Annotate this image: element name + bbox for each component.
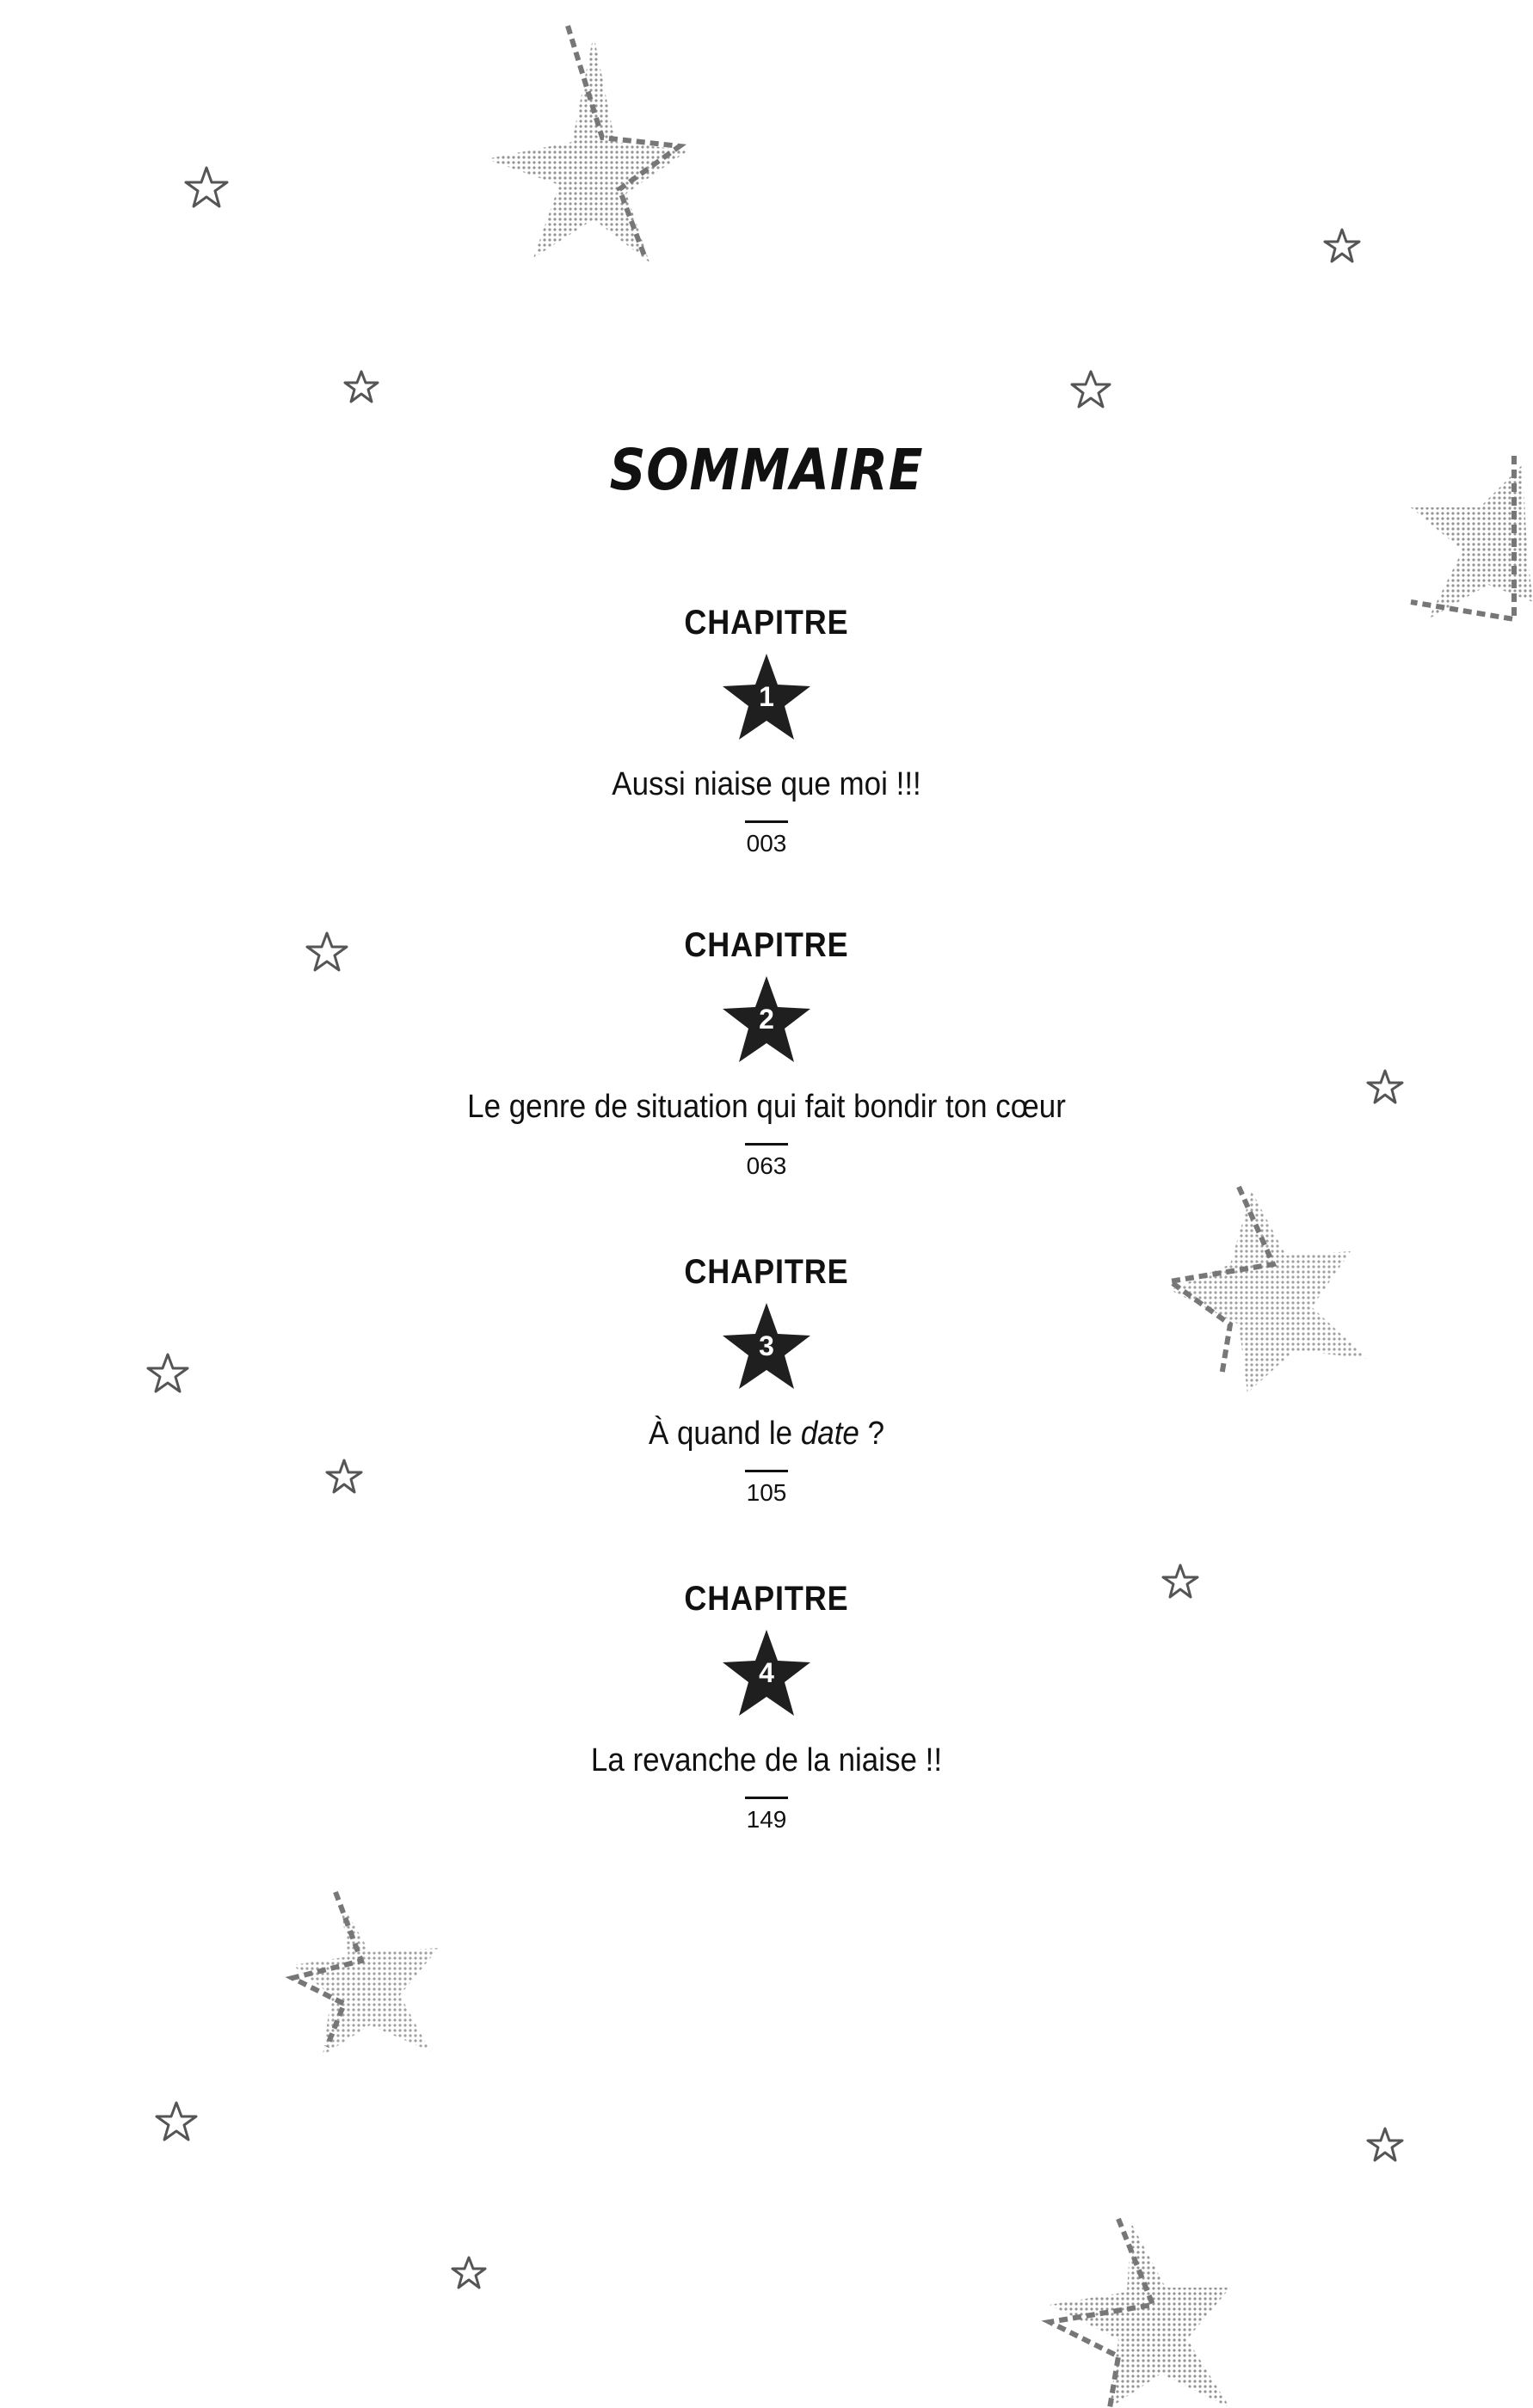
chapter-entry-2 xyxy=(0,924,1533,1180)
chapter-label: CHAPITRE xyxy=(684,1253,849,1291)
chapter-number: 1 xyxy=(759,681,774,712)
chapter-divider xyxy=(745,1470,788,1472)
chapter-number: 3 xyxy=(759,1330,774,1361)
chapter-title: La revanche de la niaise !! xyxy=(590,1742,943,1778)
chapter-divider xyxy=(745,1143,788,1146)
small-star-3 xyxy=(345,372,378,402)
chapter-title-end: ? xyxy=(859,1416,885,1452)
chapter-number: 4 xyxy=(759,1657,774,1688)
chapter-entry-1 xyxy=(0,602,1533,857)
chapter-title xyxy=(61,1413,1471,1454)
chapter-star-badge xyxy=(719,974,814,1067)
chapter-title: Le genre de situation qui fait bondir ton cœur xyxy=(467,1089,1066,1125)
chapter-page-number: 149 xyxy=(746,1806,787,1833)
chapter-entry-3 xyxy=(0,1251,1533,1507)
chapter-star-badge xyxy=(719,1301,814,1394)
chapter-page-number: 105 xyxy=(746,1479,787,1506)
sketch-star-lower-left xyxy=(292,1892,439,2055)
small-star-4 xyxy=(1072,372,1110,407)
chapter-star-badge xyxy=(719,652,814,745)
chapter-label: CHAPITRE xyxy=(684,1580,849,1618)
chapter-title-italic: date xyxy=(800,1416,859,1452)
chapter-page-number: 003 xyxy=(746,830,787,857)
small-star-11 xyxy=(1368,2128,1402,2160)
chapter-divider xyxy=(745,820,788,823)
small-star-12 xyxy=(453,2258,485,2288)
small-star-1 xyxy=(186,168,227,206)
chapter-title: Aussi niaise que moi !!! xyxy=(612,766,921,802)
chapter-page-number: 063 xyxy=(746,1152,787,1179)
chapter-entry-4 xyxy=(0,1578,1533,1834)
chapter-star-badge xyxy=(719,1628,814,1721)
chapter-title-start: À quand le xyxy=(648,1416,801,1452)
small-star-10 xyxy=(157,2103,196,2140)
chapter-label: CHAPITRE xyxy=(684,604,849,642)
small-star-2 xyxy=(1325,230,1359,261)
chapter-divider xyxy=(745,1797,788,1799)
sketch-star-bottom-right xyxy=(1050,2219,1230,2408)
chapter-label: CHAPITRE xyxy=(684,926,849,964)
sketch-star-top-left xyxy=(486,26,688,262)
toc-title: SOMMAIRE xyxy=(609,437,924,503)
chapter-number: 2 xyxy=(759,1004,774,1035)
